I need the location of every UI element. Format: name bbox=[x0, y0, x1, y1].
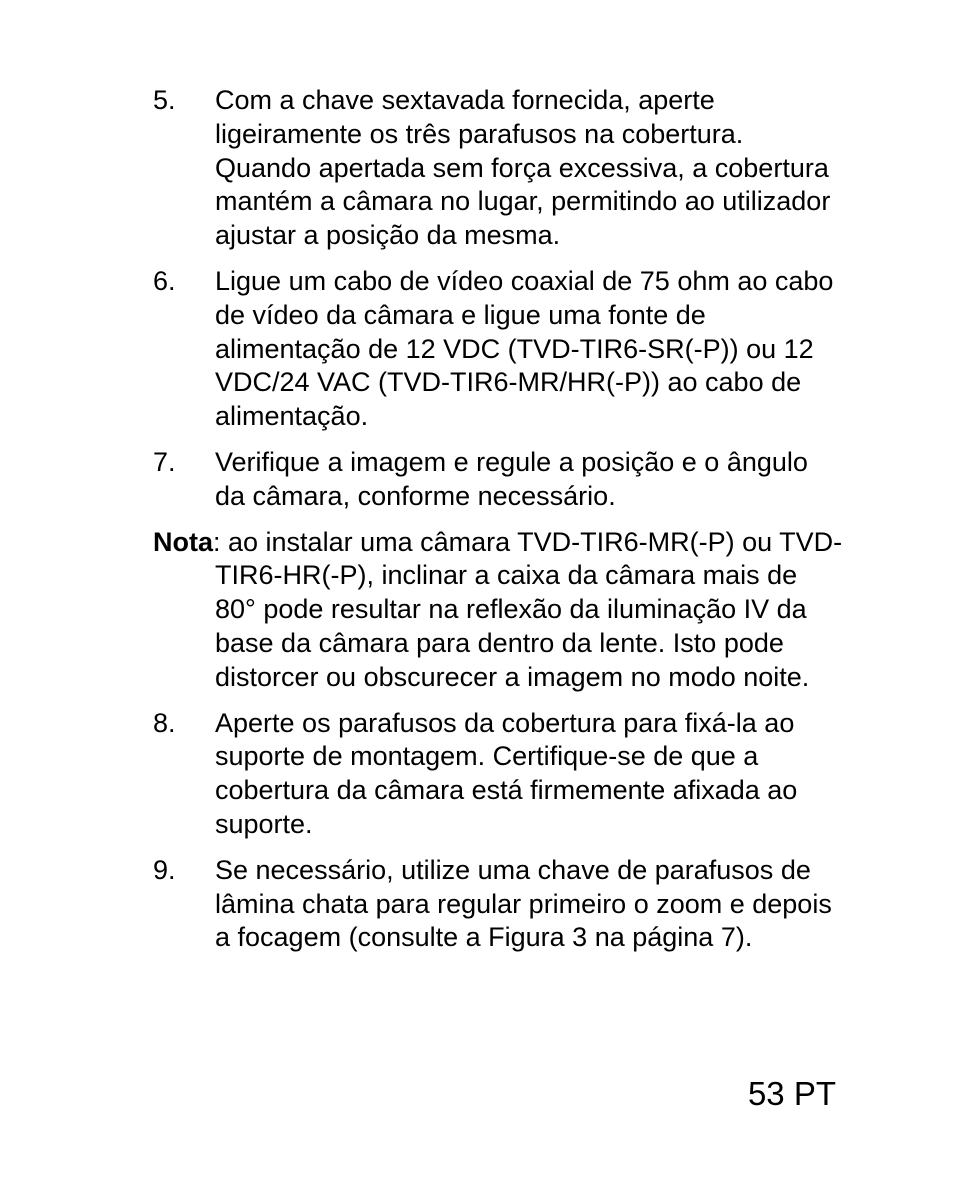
step-5 bbox=[153, 84, 843, 253]
step-text: Se necessário, utilize uma chave de parafusos de lâmina chata para regular primeiro o zoom e depois a focagem (consulte a Figura 3 na página 7). bbox=[215, 854, 832, 953]
step-number: 6. bbox=[153, 265, 176, 296]
step-7 bbox=[153, 446, 843, 514]
document-body bbox=[153, 84, 843, 967]
step-number: 7. bbox=[153, 446, 176, 477]
step-number: 9. bbox=[153, 854, 176, 885]
page-number: 53 PT bbox=[747, 1075, 836, 1112]
step-6 bbox=[153, 265, 843, 434]
step-8 bbox=[153, 707, 843, 842]
note-paragraph bbox=[153, 526, 843, 695]
step-9 bbox=[153, 854, 843, 955]
note-text: : ao instalar uma câmara TVD-TIR6-MR(-P) ou TVD-TIR6-HR(-P), inclinar a caixa da câmara mais de 80° pode resultar na reflexão da iluminação IV da base da câmara para dentro da lente. Isto pode distorcer ou obscurecer a imagem no modo noite. bbox=[213, 526, 843, 692]
step-text: Ligue um cabo de vídeo coaxial de 75 ohm ao cabo de vídeo da câmara e ligue uma fonte de alimentação de 12 VDC (TVD-TIR6-SR(-P)) ou 12 VDC/24 VAC (TVD-TIR6-MR/HR(-P)) ao cabo de alimentação. bbox=[215, 265, 834, 432]
step-text: Aperte os parafusos da cobertura para fixá-la ao suporte de montagem. Certifique-se de que a cobertura da câmara está firmemente afixada ao suporte. bbox=[215, 707, 798, 839]
note-label: Nota bbox=[153, 526, 213, 557]
step-text: Verifique a imagem e regule a posição e o ângulo da câmara, conforme necessário. bbox=[215, 446, 808, 511]
step-text: Com a chave sextavada fornecida, aperte ligeiramente os três parafusos na cobertura. Quando apertada sem força excessiva, a cobertura mantém a câmara no lugar, permitindo ao utilizador ajustar a posição da mesma. bbox=[215, 85, 831, 251]
step-number: 8. bbox=[153, 707, 176, 738]
step-number: 5. bbox=[153, 85, 176, 115]
